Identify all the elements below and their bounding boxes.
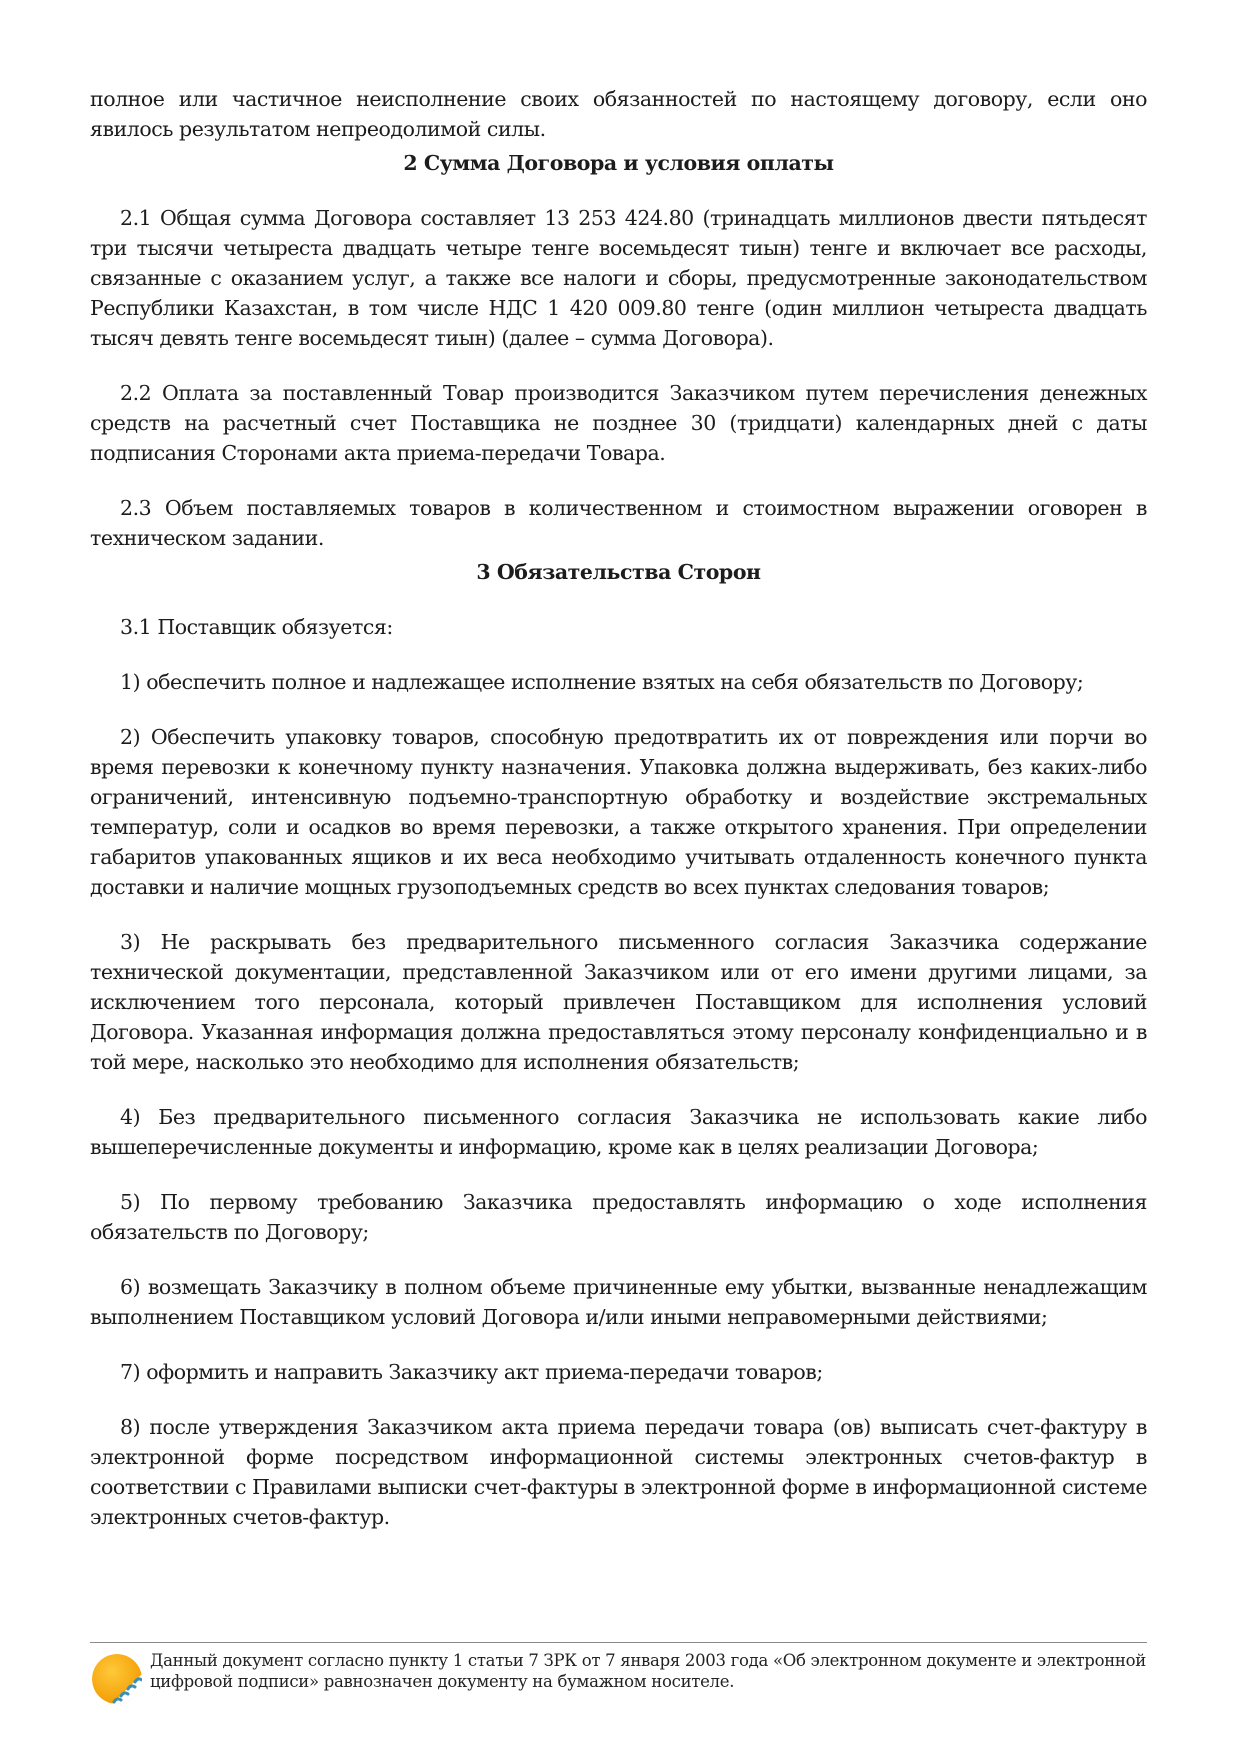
clause-2-1: 2.1 Общая сумма Договора составляет 13 253 424.80 (тринадцать миллионов двести пятьдесят три тысячи четыреста двадцать четыре тенге восемьдесят тиын) тенге и включает все расходы, связанные с оказанием услуг, а также все налоги и сборы, предусмотренные законодательством Республики Казахстан, в том числе НДС 1 420 009.80 тенге (один миллион четыреста двадцать тысяч девять тенге восемьдесят тиын) (далее – сумма Договора). (90, 206, 1147, 350)
clause-2-3: 2.3 Объем поставляемых товаров в количественном и стоимостном выражении оговорен в техническом задании. (90, 496, 1147, 550)
page-footer (90, 1650, 1147, 1710)
obligation-item-6: 6) возмещать Заказчику в полном объеме причиненные ему убытки, вызванные ненадлежащим выполнением Поставщиком условий Договора и/или иными неправомерными действиями; (90, 1275, 1147, 1329)
document-page (90, 84, 1147, 1532)
section-2-heading: 2 Сумма Договора и условия оплаты (403, 151, 834, 175)
clause-2-2: 2.2 Оплата за поставленный Товар производится Заказчиком путем перечисления денежных средств на расчетный счет Поставщика не позднее 30 (тридцати) календарных дней с даты подписания Сторонами акта приема-передачи Товара. (90, 381, 1147, 465)
obligation-item-2: 2) Обеспечить упаковку товаров, способную предотвратить их от повреждения или порчи во время перевозки к конечному пункту назначения. Упаковка должна выдерживать, без каких-либо ограничений, интенсивную подъемно-транспортную обработку и воздействие экстремальных температур, соли и осадков во время перевозки, а также открытого хранения. При определении габаритов упакованных ящиков и их веса необходимо учитывать отдаленность конечного пункта доставки и наличие мощных грузоподъемных средств во всех пунктах следования товаров; (90, 725, 1147, 899)
clause-3-1: 3.1 Поставщик обязуется: (120, 615, 393, 639)
footer-divider (90, 1642, 1147, 1643)
obligation-item-3: 3) Не раскрывать без предварительного письменного согласия Заказчика содержание технической документации, представленной Заказчиком или от его имени другими лицами, за исключением того персонала, который привлечен Поставщиком для исполнения условий Договора. Указанная информация должна предоставляться этому персоналу конфиденциально и в той мере, насколько это необходимо для исполнения обязательств; (90, 930, 1147, 1074)
egov-sun-logo-icon (90, 1652, 144, 1706)
continuation-paragraph: полное или частичное неисполнение своих обязанностей по настоящему договору, если оно явилось результатом непреодолимой силы. (90, 87, 1147, 141)
obligation-item-1: 1) обеспечить полное и надлежащее исполнение взятых на себя обязательств по Договору; (120, 670, 1084, 694)
obligation-item-4: 4) Без предварительного письменного согласия Заказчика не использовать какие либо вышеперечисленные документы и информацию, кроме как в целях реализации Договора; (90, 1105, 1147, 1159)
section-3-heading: 3 Обязательства Сторон (476, 560, 761, 584)
obligation-item-8: 8) после утверждения Заказчиком акта приема передачи товара (ов) выписать счет-фактуру в электронной форме посредством информационной системы электронных счетов-фактур в соответствии с Правилами выписки счет-фактуры в электронной форме в информационной системе электронных счетов-фактур. (90, 1415, 1147, 1529)
obligation-item-5: 5) По первому требованию Заказчика предоставлять информацию о ходе исполнения обязательств по Договору; (90, 1190, 1147, 1244)
obligation-item-7: 7) оформить и направить Заказчику акт приема-передачи товаров; (120, 1360, 823, 1384)
legal-notice-text: Данный документ согласно пункту 1 статьи 7 ЗРК от 7 января 2003 года «Об электронном документе и электронной цифровой подписи» равнозначен документу на бумажном носителе. (150, 1651, 1146, 1691)
